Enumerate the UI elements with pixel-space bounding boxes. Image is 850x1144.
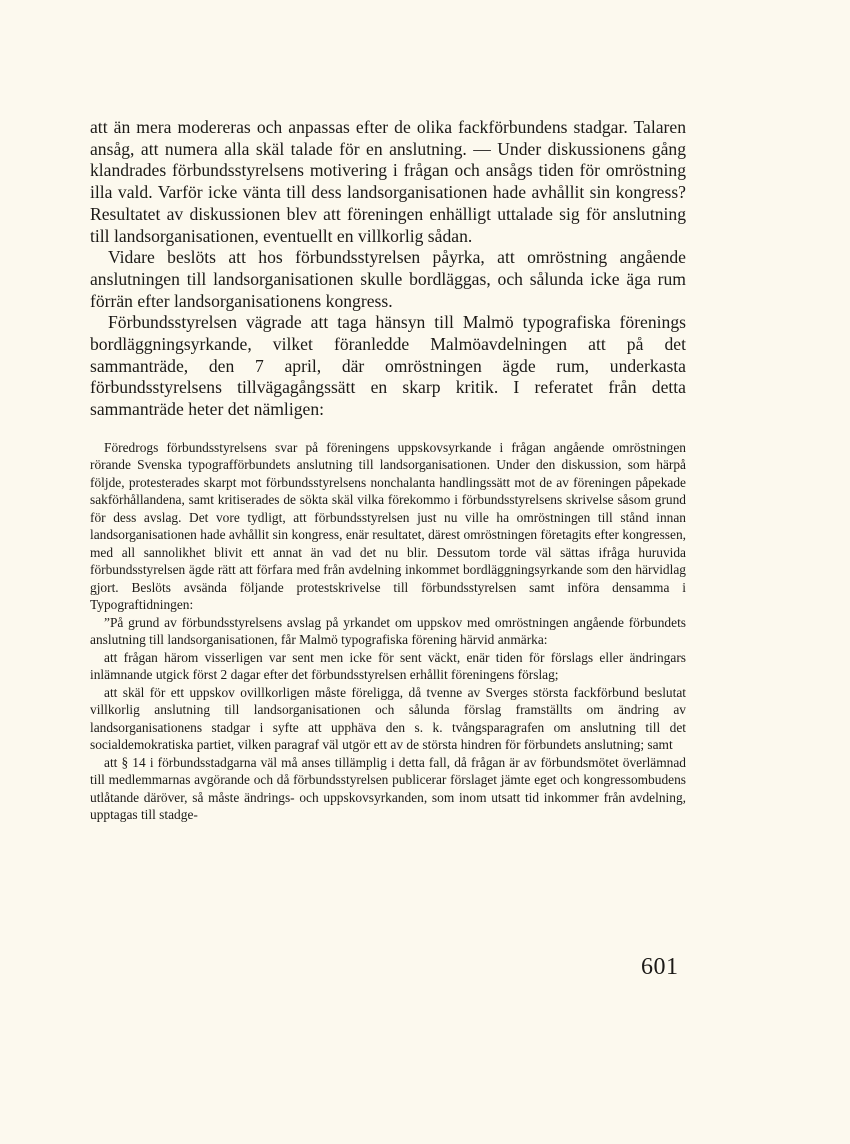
paragraph: att än mera modereras och anpassas efter de olika fackförbundens stadgar. Talaren ansåg, att numera alla skäl talade för en anslutning. — Under diskussionens gång klandrades förbundsstyrelsens motivering i frågan och ansågs tiden för omröstning illa vald. Varför icke vänta till dess landsorganisationen hade avhållit sin kongress? Resultatet av diskussionen blev att föreningen enhälligt uttalade sig för anslutning till landsorganisationen, eventuellt en villkorlig sådan. — [90, 117, 686, 246]
quoted-minutes — [90, 439, 686, 824]
quote-paragraph: att skäl för ett uppskov ovillkorligen måste föreligga, då tvenne av Sverges största fackförbund beslutat villkorlig anslutning till landsorganisationen och sålunda förslag framställts om ändring av landsorganisationens stadgar i syfte att upphäva den s. k. tvångsparagrafen om anslutning till det socialdemokratiska partiet, vilken paragraf väl utgör ett av de största hindren för förbundets anslutning; samt — [90, 684, 686, 753]
page-number: 601 — [641, 954, 679, 980]
paragraph: Förbundsstyrelsen vägrade att taga hänsyn till Malmö typografiska förenings bordläggningsyrkande, vilket föranledde Malmöavdelningen att på det sammanträde, den 7 april, där omröstningen ägde rum, underkasta förbundsstyrelsens tillvägagångssätt en skarp kritik. I referatet från detta sammanträde heter det nämligen: — [90, 312, 686, 420]
main-text — [90, 117, 686, 421]
text-column — [90, 117, 686, 824]
quote-paragraph: Föredrogs förbundsstyrelsens svar på föreningens uppskovsyrkande i frågan angående omröstningen rörande Svenska typografförbundets anslutning till landsorganisationen. Under den diskussion, som härpå följde, protesterades skarpt mot förbundsstyrelsens nonchalanta handlingssätt mot de av föreningen påpekade sakförhållandena, samt kritiserades de sökta skäl vilka förekommo i förbundsstyrelsens skrivelse såsom grund för dess avslag. Det vore tydligt, att förbundsstyrelsen just nu ville ha omröstningen till stånd innan landsorganisationen hade avhållit sin kongress, enär resultatet, därest omröstningen företagits efter kongressen, med all sannolikhet blivit ett annat än vad det nu blir. Dessutom torde väl sättas ifråga huruvida förbundsstyrelsen ägde rätt att förfara med från avdelning inkommet bordläggningsyrkande som den härvidlag gjort. Beslöts avsända följande protestskrivelse till förbundsstyrelsen samt införa densamma i Typograftidningen: — [90, 439, 686, 613]
paragraph: Vidare beslöts att hos förbundsstyrelsen påyrka, att omröstning angående anslutningen till landsorganisationen skulle bordläggas, och sålunda icke äga rum förrän efter landsorganisationens kongress. — [90, 247, 686, 311]
quote-paragraph: att § 14 i förbundsstadgarna väl må anses tillämplig i detta fall, då frågan är av förbundsmötet överlämnad till medlemmarnas avgörande och då förbundsstyrelsen publicerar förslaget jämte eget och kongressombudens utlåtande däröver, så måste ändrings- och uppskovsyrkanden, som inom utsatt tid inkommer från avdelning, upptagas till stadge- — [90, 754, 686, 823]
quote-paragraph: att frågan härom visserligen var sent men icke för sent väckt, enär tiden för förslags eller ändringars inlämnande utgick först 2 dagar efter det förbundsstyrelsen erhållit föreningens förslag; — [90, 649, 686, 683]
quote-paragraph: ”På grund av förbundsstyrelsens avslag på yrkandet om uppskov med omröstningen angående förbundets anslutning till landsorganisationen, får Malmö typografiska förening härvid anmärka: — [90, 614, 686, 648]
